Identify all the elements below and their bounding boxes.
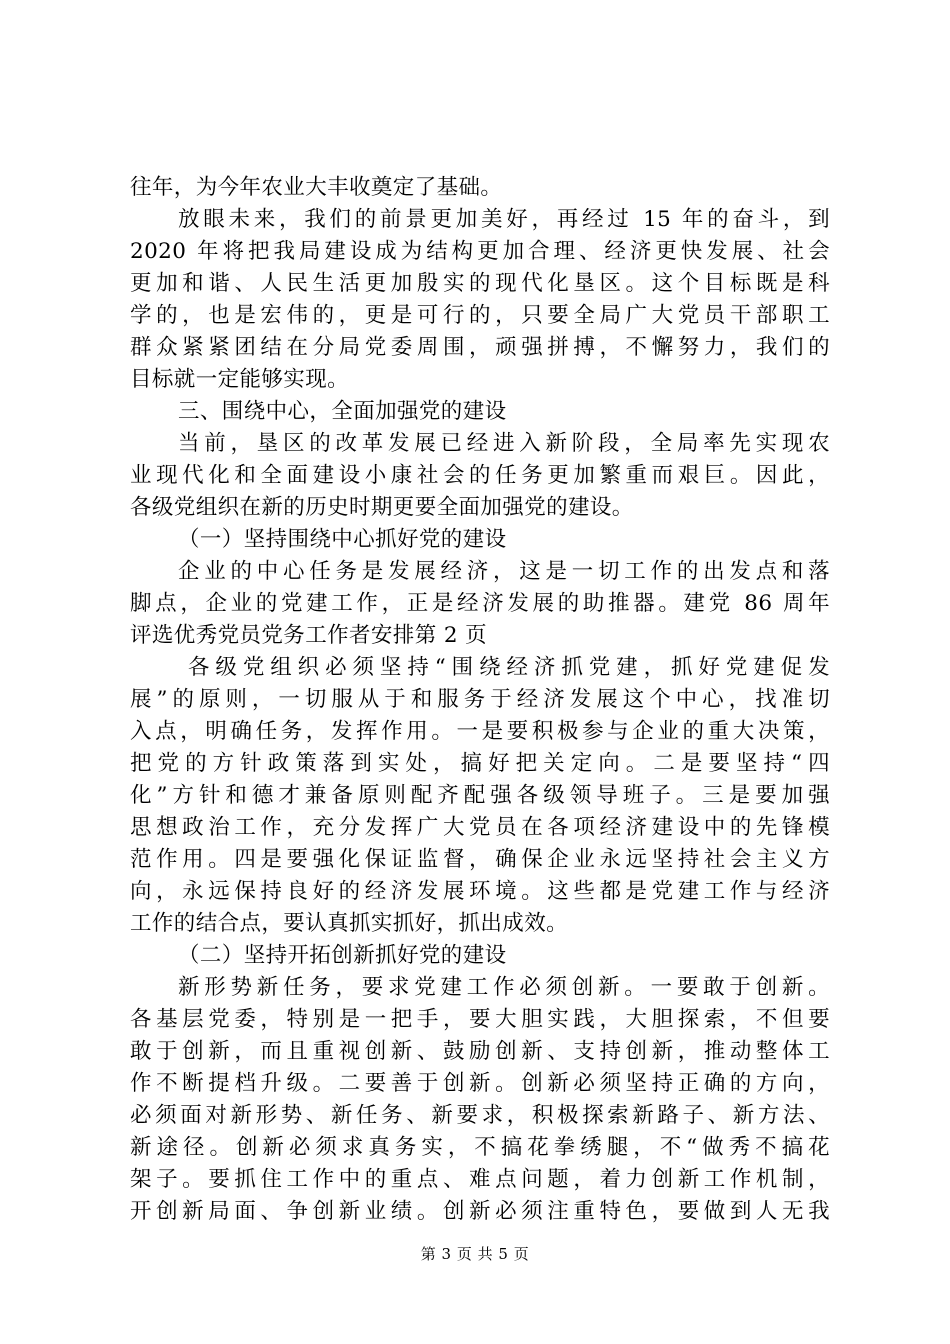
text-line: 新形势新任务，要求党建工作必须创新。一要敢于创新。 bbox=[178, 975, 830, 1000]
text-line: 展”的原则，一切服从于和服务于经济发展这个中心，找准切 bbox=[130, 687, 830, 712]
text-line: 评选优秀党员党务工作者安排第 2 页 bbox=[130, 623, 488, 648]
text-line: 向，永远保持良好的经济发展环境。这些都是党建工作与经济 bbox=[130, 879, 830, 904]
text-line: 放眼未来，我们的前景更加美好，再经过 15 年的奋斗，到 bbox=[178, 207, 830, 232]
text-line: 业现代化和全面建设小康社会的任务更加繁重而艰巨。因此， bbox=[130, 463, 830, 488]
text-line: 企业的中心任务是发展经济，这是一切工作的出发点和落 bbox=[178, 559, 830, 584]
text-line: 群众紧紧团结在分局党委周围，顽强拼搏，不懈努力，我们的 bbox=[130, 335, 830, 360]
text-line: 各级党组织在新的历史时期更要全面加强党的建设。 bbox=[130, 495, 634, 520]
text-line: 工作的结合点，要认真抓实抓好，抓出成效。 bbox=[130, 911, 569, 936]
text-line: 必须面对新形势、新任务、新要求，积极探索新路子、新方法、 bbox=[130, 1103, 830, 1128]
text-line: 脚点，企业的党建工作，正是经济发展的助推器。建党 86 周年 bbox=[130, 591, 830, 616]
document-body bbox=[130, 172, 830, 1228]
text-line: 各级党组织必须坚持“围绕经济抓党建，抓好党建促发 bbox=[188, 655, 830, 680]
text-line: 入点，明确任务，发挥作用。一是要积极参与企业的重大决策， bbox=[130, 719, 830, 744]
text-line: 范作用。四是要强化保证监督，确保企业永远坚持社会主义方 bbox=[130, 847, 830, 872]
text-line: 往年，为今年农业大丰收奠定了基础。 bbox=[130, 175, 503, 200]
text-line: 各基层党委，特别是一把手，要大胆实践，大胆探索，不但要 bbox=[130, 1007, 830, 1032]
text-line: （一）坚持围绕中心抓好党的建设 bbox=[178, 527, 507, 552]
text-line: 敢于创新，而且重视创新、鼓励创新、支持创新，推动整体工 bbox=[130, 1039, 830, 1064]
page-footer: 第 3 页 共 5 页 bbox=[420, 1245, 530, 1263]
text-line: 开创新局面、争创新业绩。创新必须注重特色，要做到人无我 bbox=[130, 1199, 830, 1224]
text-line: 当前，垦区的改革发展已经进入新阶段，全局率先实现农 bbox=[178, 431, 830, 456]
text-line: 架子。要抓住工作中的重点、难点问题，着力创新工作机制， bbox=[130, 1167, 830, 1192]
text-line: 作不断提档升级。二要善于创新。创新必须坚持正确的方向， bbox=[130, 1071, 830, 1096]
text-line: 思想政治工作，充分发挥广大党员在各项经济建设中的先锋模 bbox=[130, 815, 830, 840]
text-line: 三、围绕中心，全面加强党的建设 bbox=[178, 399, 507, 424]
text-line: 学的，也是宏伟的，更是可行的，只要全局广大党员干部职工 bbox=[130, 303, 830, 328]
text-line: 目标就一定能够实现。 bbox=[130, 367, 350, 392]
text-line: 新途径。创新必须求真务实，不搞花拳绣腿，不“做秀不搞花 bbox=[130, 1135, 830, 1160]
text-line: 更加和谐、人民生活更加殷实的现代化垦区。这个目标既是科 bbox=[130, 271, 830, 296]
text-line: 2020 年将把我局建设成为结构更加合理、经济更快发展、社会 bbox=[130, 239, 830, 264]
text-line: 化”方针和德才兼备原则配齐配强各级领导班子。三是要加强 bbox=[130, 783, 830, 808]
text-line: 把党的方针政策落到实处，搞好把关定向。二是要坚持“四 bbox=[130, 751, 830, 776]
text-line: （二）坚持开拓创新抓好党的建设 bbox=[178, 943, 507, 968]
